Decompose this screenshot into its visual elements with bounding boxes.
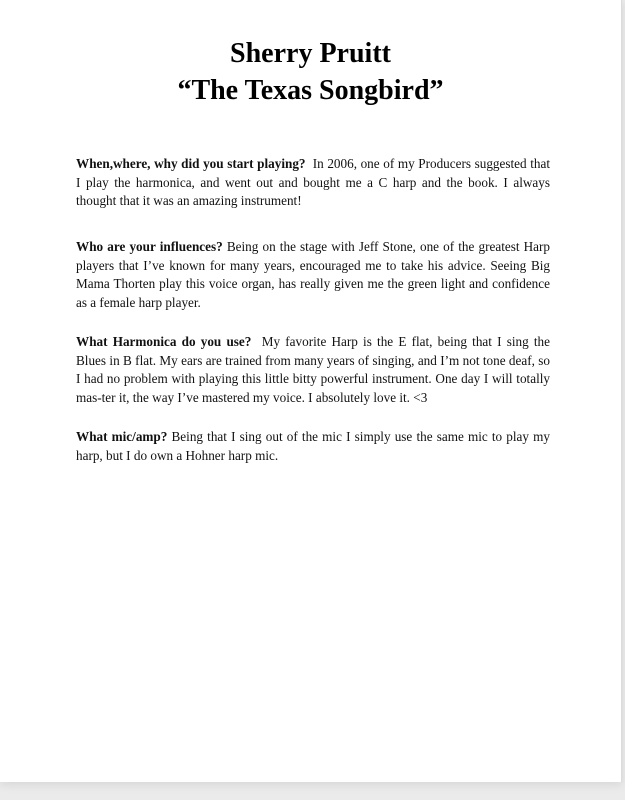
question-mic-amp: What mic/amp?	[76, 429, 168, 444]
question-harmonica: What Harmonica do you use?	[76, 334, 252, 349]
answer-start-playing: In 2006, one of my Producers suggested that I play the harmonica, and went out and bought me a C harp and the book. I always thought that it was an amazing instrument!	[76, 156, 550, 208]
answer-mic-amp: Being that I sing out of the mic I simply use the same mic to play my harp, but I do own a Hohner harp mic.	[76, 429, 551, 463]
page-title	[0, 36, 621, 110]
qa-paragraph-influences	[76, 238, 550, 312]
qa-paragraph-mic-amp	[76, 428, 550, 465]
title-name: Sherry Pruitt	[230, 38, 391, 69]
question-influences: Who are your influences?	[76, 239, 223, 254]
qa-paragraph-start-playing	[76, 155, 550, 211]
answer-harmonica: My favorite Harp is the E flat, being that I sing the Blues in B flat. My ears are trained from many years of singing, and I’m not tone deaf, so I had no problem with playing this little bitty powerful instrument. One day I will totally mas-ter it, the way I’ve mastered my voice. I absolutely love it. <3	[76, 334, 551, 405]
answer-influences: Being on the stage with Jeff Stone, one of the greatest Harp players that I’ve known for many years, encouraged me to take his advice. Seeing Big Mama Thorten play this voice organ, has really given me the green light and confidence as a female harp player.	[76, 239, 551, 310]
qa-paragraph-harmonica	[76, 333, 550, 407]
question-start-playing: When,where, why did you start playing?	[76, 156, 306, 171]
title-nickname: “The Texas Songbird”	[177, 74, 444, 106]
